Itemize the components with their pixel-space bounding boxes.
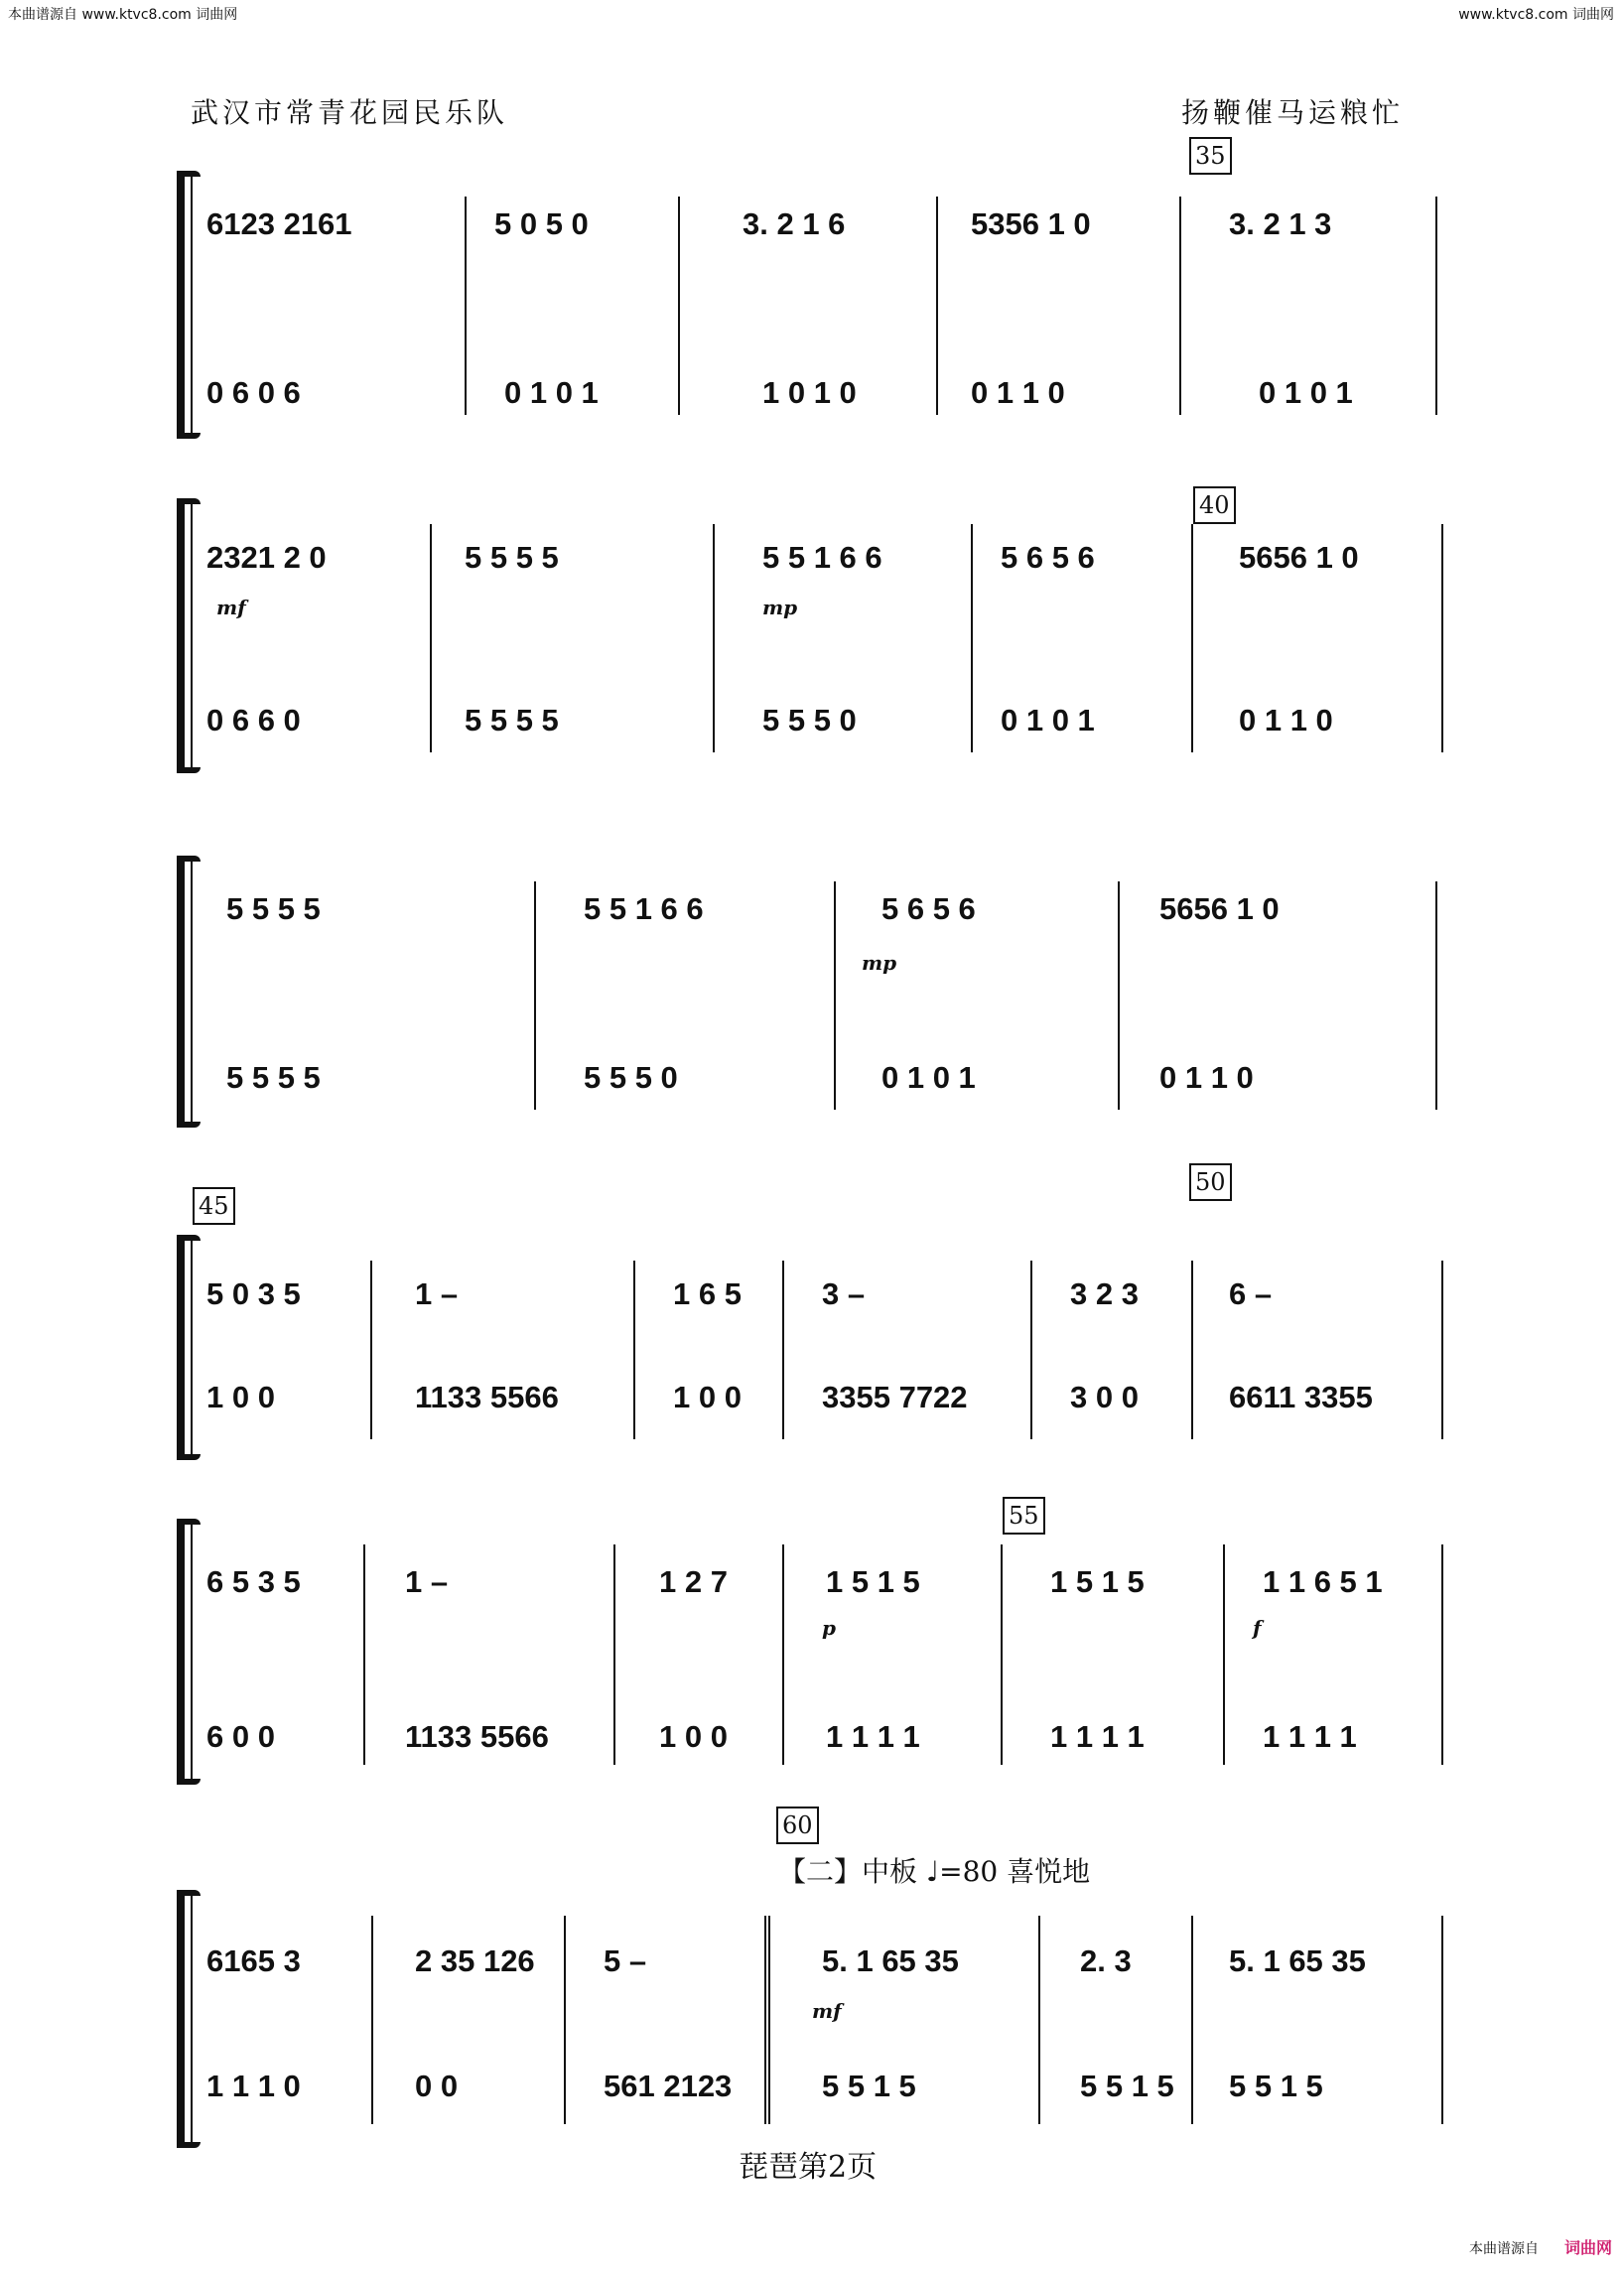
system-5	[177, 1502, 1449, 1779]
dynamic-marking: mf	[812, 1999, 842, 2023]
notes: 5 5 5 0	[762, 703, 857, 737]
dynamic-marking: p	[822, 1616, 836, 1640]
notes: 1 1 1 1	[1050, 1719, 1145, 1754]
notes: 0 1 1 0	[1239, 703, 1333, 737]
header-right: www.ktvc8.com 词曲网	[1458, 7, 1614, 23]
system-1	[177, 142, 1449, 433]
notes: 1 –	[405, 1564, 449, 1599]
notes: 0 1 0 1	[1001, 703, 1095, 737]
dynamic-marking: mp	[762, 596, 798, 619]
notes: 2. 3	[1080, 1943, 1132, 1978]
notes: 1133 5566	[415, 1380, 559, 1414]
notes: 1 –	[415, 1276, 459, 1311]
system-6	[177, 1896, 1449, 2142]
system-3	[177, 862, 1449, 1122]
notes: 6 5 3 5	[206, 1564, 301, 1599]
notes: 5 5 1 6 6	[762, 540, 882, 575]
notes: 5 5 5 5	[226, 891, 321, 926]
notes: 3 0 0	[1070, 1380, 1139, 1414]
system-4	[177, 1168, 1449, 1454]
notes: 5 5 1 5	[1229, 2069, 1323, 2103]
notes: 0 1 0 1	[504, 375, 599, 410]
notes: 0 1 1 0	[971, 375, 1065, 410]
notes: 5 5 5 5	[465, 540, 559, 575]
notes: 3. 2 1 3	[1229, 206, 1332, 241]
notes: 5. 1 65 35	[1229, 1943, 1366, 1978]
notes: 1 5 1 5	[826, 1564, 920, 1599]
notes: 1 1 1 0	[206, 2069, 301, 2103]
piece-title: 扬鞭催马运粮忙	[1181, 96, 1405, 129]
notes: 5656 1 0	[1239, 540, 1359, 575]
notes: 1 1 1 1	[1263, 1719, 1357, 1754]
notes: 0 0	[415, 2069, 459, 2103]
notes: 1 0 0	[659, 1719, 728, 1754]
notes: 5. 1 65 35	[822, 1943, 959, 1978]
notes: 5 6 5 6	[1001, 540, 1095, 575]
notes: 561 2123	[604, 2069, 733, 2103]
measure-number: 35	[1189, 137, 1232, 175]
notes: 1 0 1 0	[762, 375, 857, 410]
system-2	[177, 491, 1449, 767]
notes: 2 35 126	[415, 1943, 535, 1978]
notes: 5 0 5 0	[494, 206, 589, 241]
notes: 6 0 0	[206, 1719, 275, 1754]
notes: 0 6 6 0	[206, 703, 301, 737]
header-left: 本曲谱源自 www.ktvc8.com 词曲网	[8, 7, 238, 23]
notes: 6123 2161	[206, 206, 352, 241]
notes: 1 2 7	[659, 1564, 728, 1599]
measure-number: 50	[1189, 1163, 1232, 1201]
notes: 5 0 3 5	[206, 1276, 301, 1311]
notes: 0 1 0 1	[881, 1060, 976, 1095]
notes: 1 6 5	[673, 1276, 742, 1311]
notes: 3 –	[822, 1276, 866, 1311]
notes: 6 –	[1229, 1276, 1273, 1311]
measure-number: 45	[193, 1187, 235, 1225]
page-footer: 琵琶第2页	[739, 2150, 878, 2185]
footer-logo: 词曲网	[1563, 2238, 1612, 2257]
notes: 3. 2 1 6	[743, 206, 846, 241]
notes: 5 –	[604, 1943, 647, 1978]
notes: 6611 3355	[1229, 1380, 1373, 1414]
notes: 1 0 0	[206, 1380, 275, 1414]
notes: 5 5 1 6 6	[584, 891, 704, 926]
measure-number: 40	[1193, 486, 1236, 524]
dynamic-marking: mf	[216, 596, 246, 619]
notes: 3355 7722	[822, 1380, 968, 1414]
notes: 5656 1 0	[1159, 891, 1280, 926]
notes: 5356 1 0	[971, 206, 1091, 241]
notes: 1 1 6 5 1	[1263, 1564, 1383, 1599]
notes: 2321 2 0	[206, 540, 327, 575]
notes: 5 5 1 5	[822, 2069, 916, 2103]
footer-source: 本曲谱源自	[1469, 2241, 1539, 2257]
measure-number: 60	[776, 1807, 819, 1844]
notes: 0 1 0 1	[1259, 375, 1353, 410]
ensemble-name: 武汉市常青花园民乐队	[191, 96, 509, 129]
dynamic-marking: f	[1253, 1616, 1262, 1640]
notes: 1133 5566	[405, 1719, 549, 1754]
notes: 1 0 0	[673, 1380, 742, 1414]
notes: 3 2 3	[1070, 1276, 1139, 1311]
notes: 1 1 1 1	[826, 1719, 920, 1754]
measure-number: 55	[1003, 1497, 1045, 1535]
notes: 5 5 5 0	[584, 1060, 678, 1095]
dynamic-marking: mp	[862, 951, 897, 975]
notes: 5 5 1 5	[1080, 2069, 1174, 2103]
notes: 0 6 0 6	[206, 375, 301, 410]
notes: 1 5 1 5	[1050, 1564, 1145, 1599]
notes: 6165 3	[206, 1943, 301, 1978]
notes: 5 5 5 5	[226, 1060, 321, 1095]
notes: 5 5 5 5	[465, 703, 559, 737]
section-heading: 【二】中板 ♩=80 喜悦地	[778, 1855, 1091, 1888]
notes: 5 6 5 6	[881, 891, 976, 926]
notes: 0 1 1 0	[1159, 1060, 1254, 1095]
